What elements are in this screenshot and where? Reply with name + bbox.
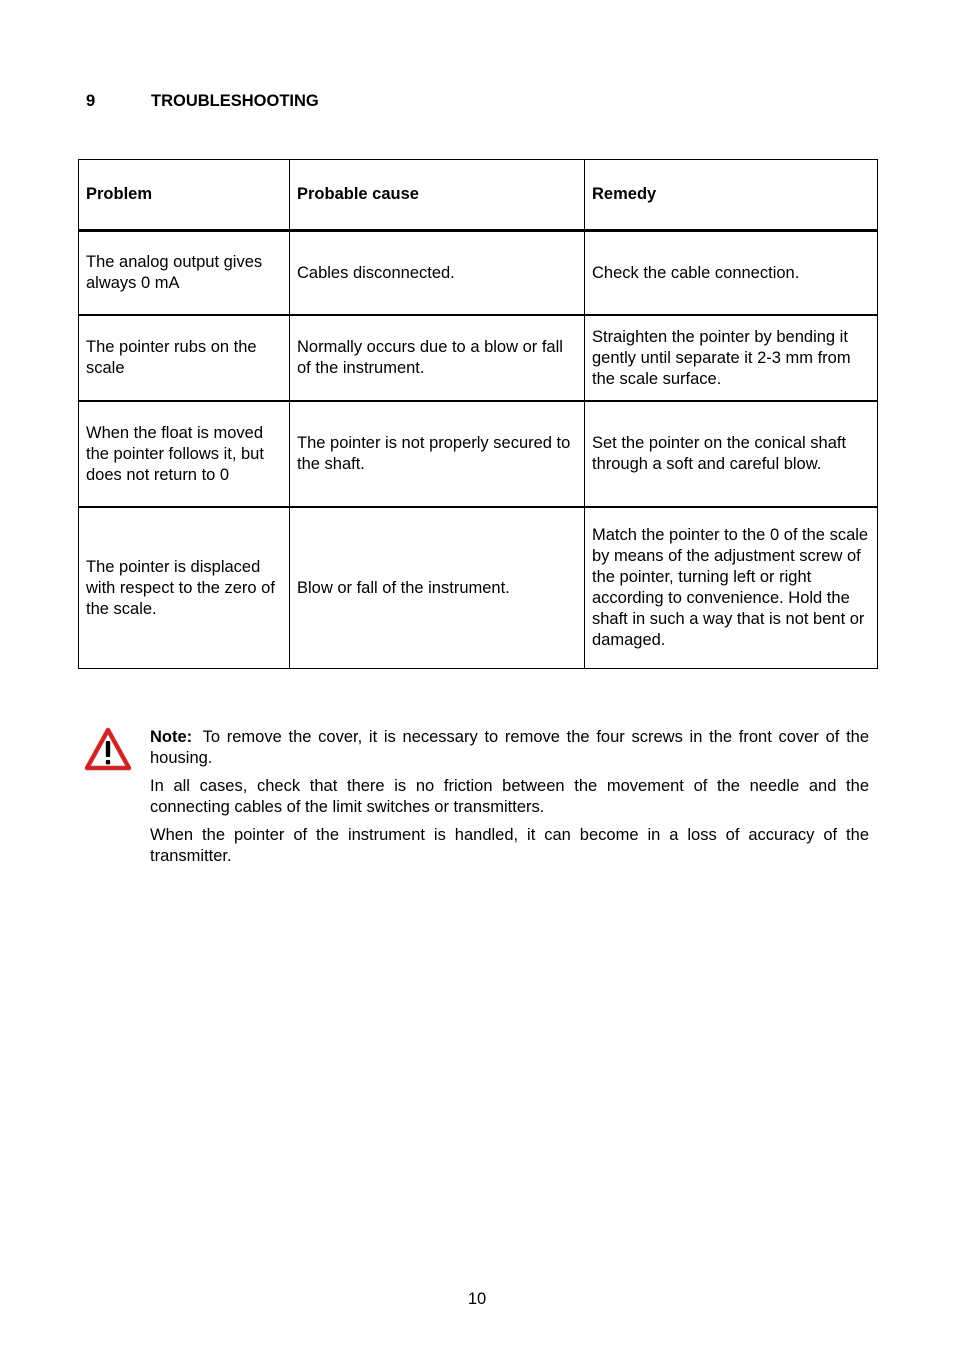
note-block <box>150 727 869 874</box>
header-problem: Problem <box>79 160 290 231</box>
warning-triangle-icon <box>84 727 132 771</box>
note-paragraph-3: When the pointer of the instrument is handled, it can become in a loss of accuracy of the transmitter. <box>150 826 869 865</box>
cause-cell: Cables disconnected. <box>290 231 585 316</box>
header-remedy: Remedy <box>585 160 878 231</box>
remedy-cell: Set the pointer on the conical shaft through a soft and careful blow. <box>585 401 878 507</box>
note-paragraph-2: In all cases, check that there is no friction between the movement of the needle and the connecting cables of the limit switches or transmitters. <box>150 777 869 816</box>
table-row <box>79 401 878 507</box>
cause-cell: The pointer is not properly secured to the shaft. <box>290 401 585 507</box>
remedy-cell: Match the pointer to the 0 of the scale by means of the adjustment screw of the pointer, turning left or right according to convenience. Hold the shaft in such a way that is not bent or damaged. <box>585 507 878 669</box>
table-row <box>79 315 878 401</box>
problem-cell: When the float is moved the pointer follows it, but does not return to 0 <box>79 401 290 507</box>
note-text-1: To remove the cover, it is necessary to remove the four screws in the front cover of the housing. <box>150 728 869 767</box>
cause-cell: Blow or fall of the instrument. <box>290 507 585 669</box>
header-probable-cause: Probable cause <box>290 160 585 231</box>
table-row <box>79 507 878 669</box>
problem-cell: The pointer is displaced with respect to the zero of the scale. <box>79 507 290 669</box>
table-row <box>79 231 878 316</box>
problem-cell: The analog output gives always 0 mA <box>79 231 290 316</box>
problem-cell: The pointer rubs on the scale <box>79 315 290 401</box>
note-paragraph-1 <box>150 727 869 769</box>
table-header-row <box>79 160 878 231</box>
section-title: TROUBLESHOOTING <box>151 92 319 110</box>
troubleshooting-table <box>78 159 878 669</box>
page-number: 10 <box>467 1290 487 1308</box>
note-label: Note: <box>150 728 193 746</box>
cause-cell: Normally occurs due to a blow or fall of the instrument. <box>290 315 585 401</box>
remedy-cell: Check the cable connection. <box>585 231 878 316</box>
section-number: 9 <box>86 92 96 110</box>
section-heading <box>86 92 319 111</box>
remedy-cell: Straighten the pointer by bending it gently until separate it 2-3 mm from the scale surface. <box>585 315 878 401</box>
